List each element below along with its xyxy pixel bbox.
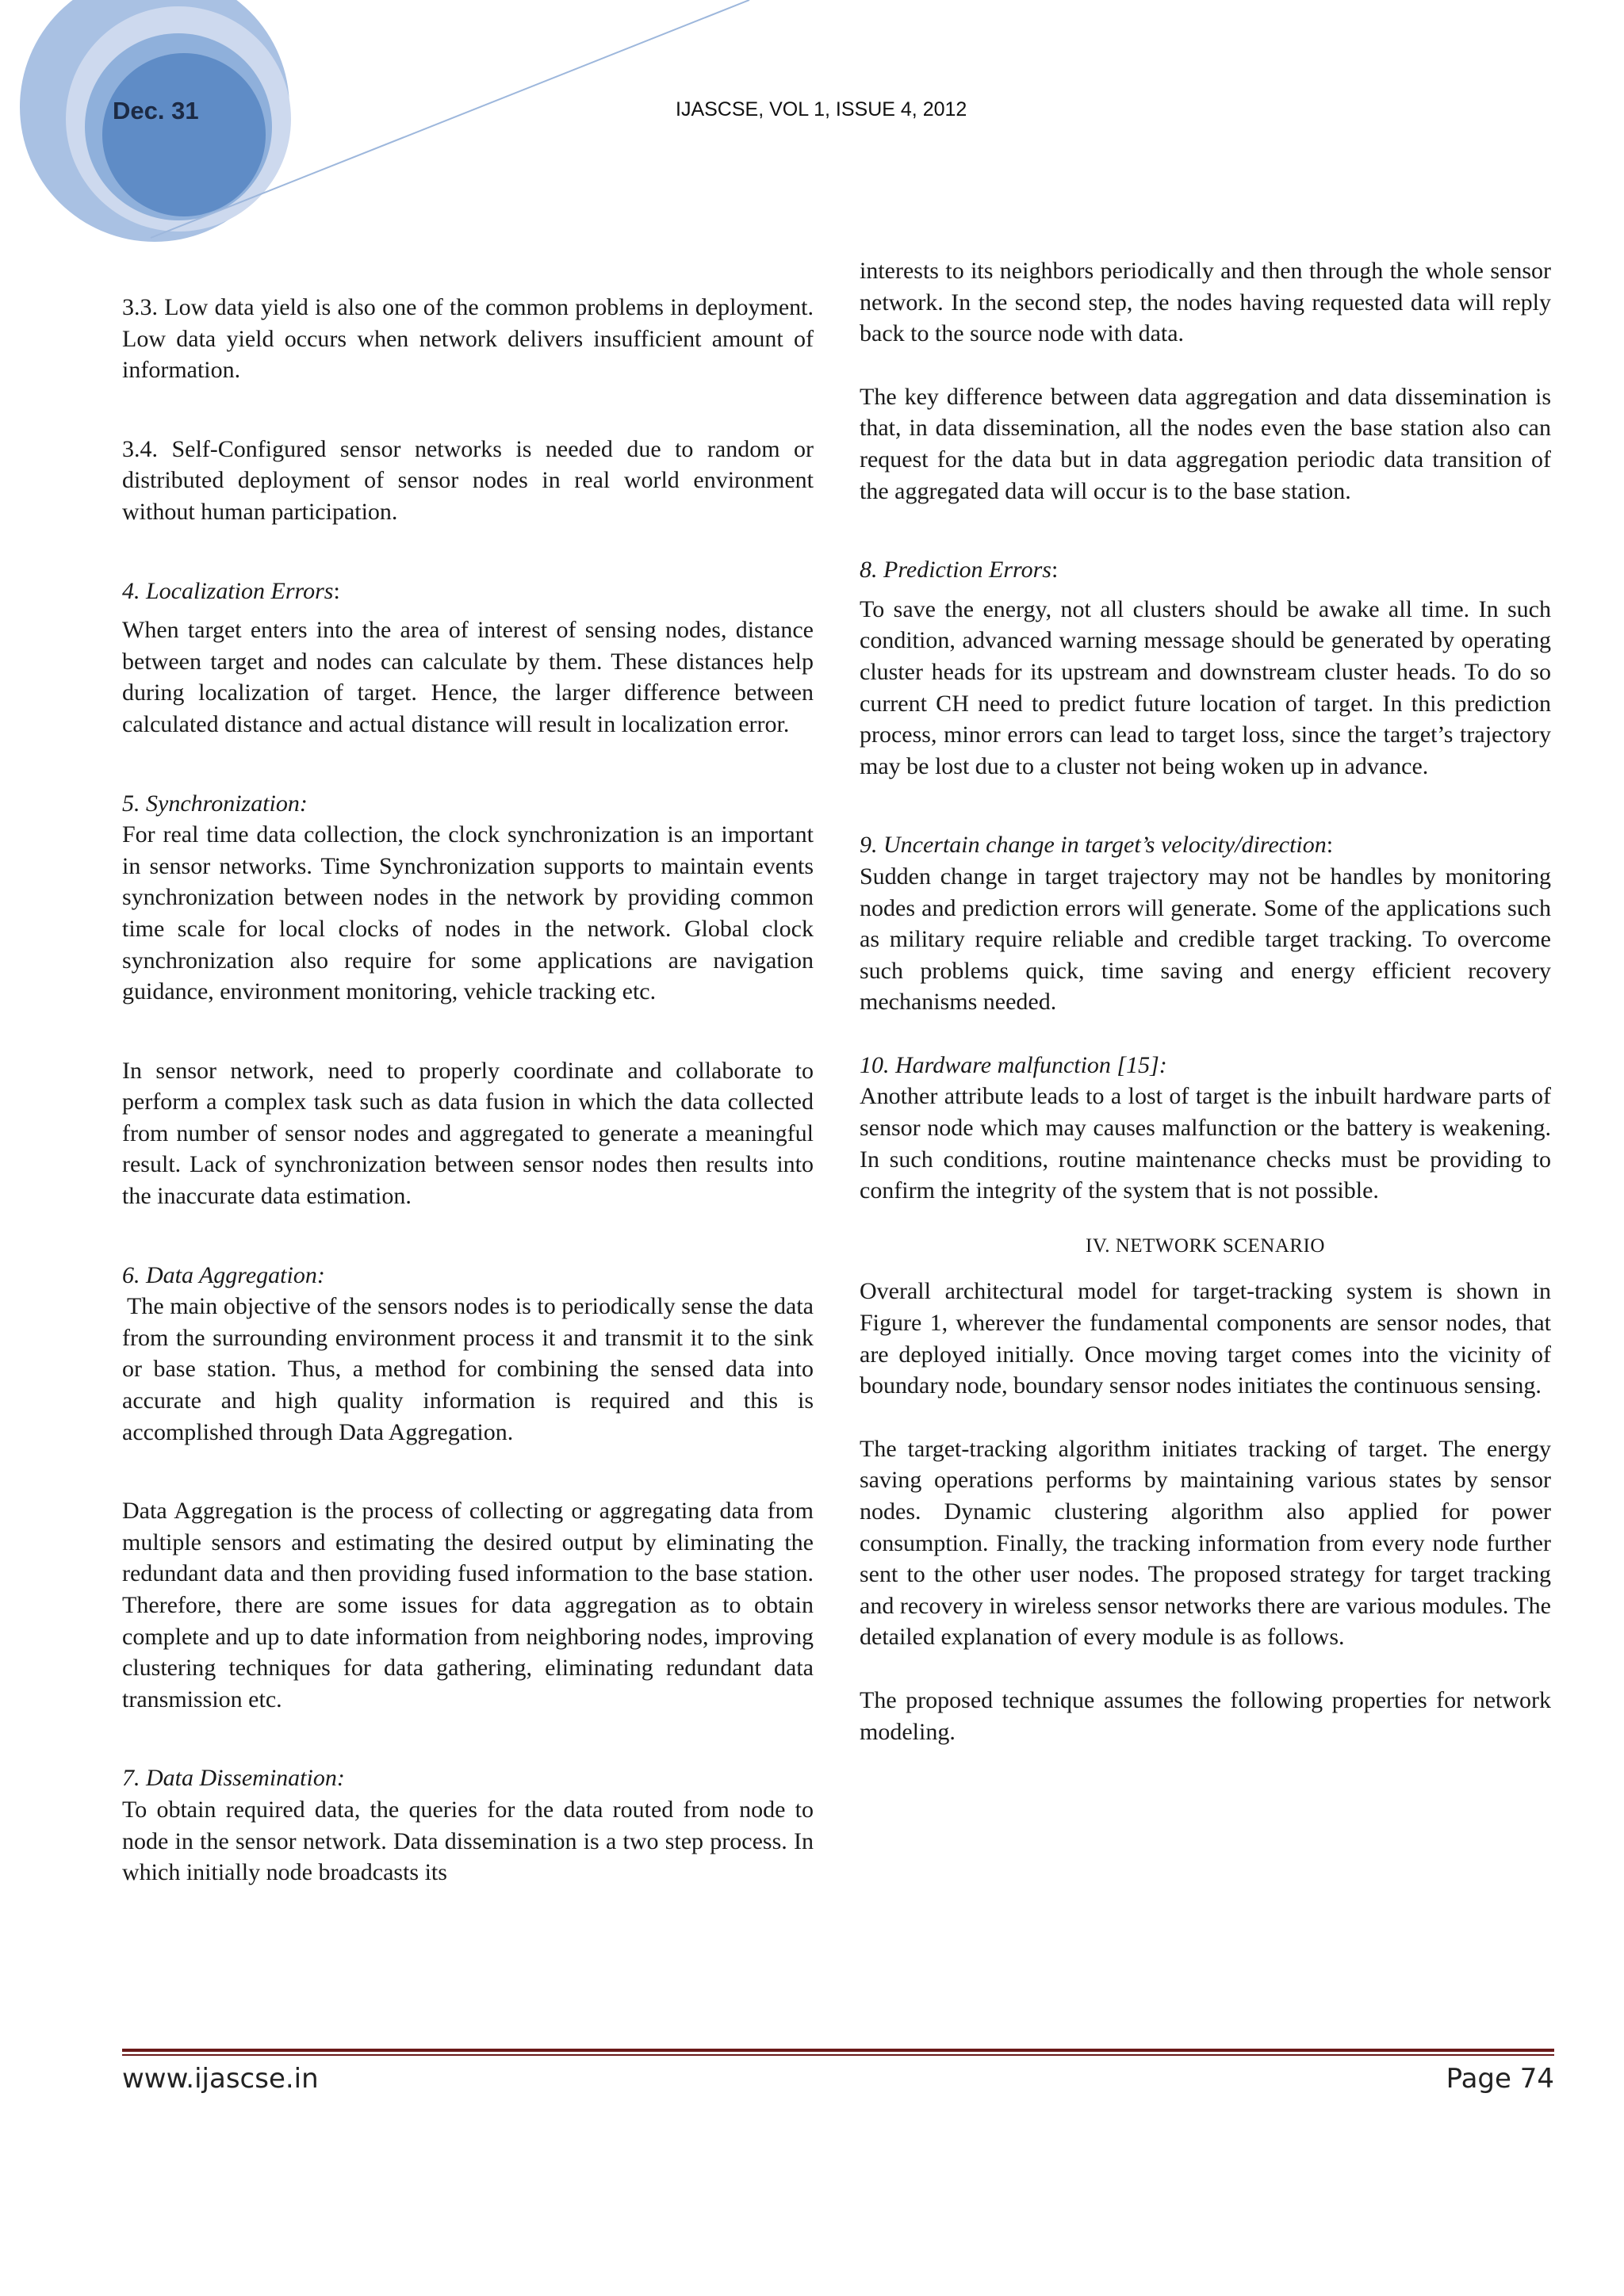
paragraph-network-c: The proposed technique assumes the following properties for network modeling.: [860, 1686, 1551, 1745]
journal-header: IJASCSE, VOL 1, ISSUE 4, 2012: [676, 98, 967, 121]
paragraph-dissemination: To obtain required data, the queries for the data routed from node to node in the sensor network. Data dissemination is a two step process. In which initially node broadcasts its: [122, 1796, 814, 1886]
heading-data-aggregation: 6. Data Aggregation:: [122, 1261, 325, 1288]
heading-localization-errors: [122, 576, 814, 607]
heading-suffix: :: [1051, 557, 1059, 584]
header-decoration: [0, 0, 761, 270]
paragraph-synchronization-b: In sensor network, need to properly coordinate and collaborate to perform a complex task such as data fusion in which the data collected from number of sensor nodes and aggregated to generate a meaningful result. Lack of synchronization between sensor nodes then results into the inaccurate data estimation.: [122, 1057, 814, 1210]
paragraph-dissemination-b: The key difference between data aggregation and data dissemination is that, in data dissemination, all the nodes even the base station also can request for the data but in data aggregation periodic data transition of the aggregated data will occur is to the base station.: [860, 383, 1551, 504]
paragraph-prediction: To save the energy, not all clusters should be awake all time. In such condition, advanced warning message should be generated by operating cluster heads for its upstream and downstream cluster heads. To do so current CH need to predict future location of target. In this prediction process, minor errors can lead to target loss, since the target’s trajectory may be lost due to a cluster not being woken up in advance.: [860, 595, 1551, 779]
heading-hardware-malfunction: 10. Hardware malfunction [15]:: [860, 1051, 1167, 1078]
heading-uncertain-change: [860, 829, 1551, 861]
heading-synchronization: 5. Synchronization:: [122, 790, 308, 817]
footer-rule-thick: [122, 2049, 1554, 2052]
heading-suffix: :: [1326, 832, 1334, 859]
heading-text: 8. Prediction Errors: [860, 557, 1051, 584]
footer-rule-thin: [122, 2054, 1554, 2056]
paragraph-network-a: Overall architectural model for target-tracking system is shown in Figure 1, wherever the fundamental components are sensor nodes, that are deployed initially. Once moving target comes into the vicinity of boundary node, boundary sensor nodes initiates the continuous sensing.: [860, 1278, 1551, 1399]
paragraph-network-b: The target-tracking algorithm initiates tracking of target. The energy saving operations performs by maintaining various states by sensor nodes. Dynamic clustering algorithm also applied for power consumption. Finally, the tracking information from every node further sent to the other user nodes. The proposed strategy for target tracking and recovery in wireless sensor networks there are various modules. The detailed explanation of every module is as follows.: [860, 1435, 1551, 1651]
paragraph-localization: When target enters into the area of interest of sensing nodes, distance between target and nodes can calculate by them. These distances help during localization of target. Hence, the larger difference between calculated distance and actual distance will result in localization error.: [122, 617, 814, 737]
issue-date: Dec. 31: [113, 97, 199, 124]
left-column: [122, 292, 814, 1888]
footer-url: www.ijascse.in: [122, 2063, 319, 2095]
deco-circle-core: [102, 53, 266, 216]
section-title-network-scenario: IV. NETWORK SCENARIO: [1086, 1234, 1325, 1257]
paragraph-dissemination-cont: interests to its neighbors periodically and then through the whole sensor network. In the second step, the nodes having requested data will reply back to the source node with data.: [860, 258, 1551, 347]
heading-text: 4. Localization Errors: [122, 577, 334, 604]
paragraph-aggregation-a: The main objective of the sensors nodes is to periodically sense the data from the surrounding environment process it and transmit it to the sink or base station. Thus, a method for combining the sensed data into accurate and high quality information is required and this is accomplished through Data Aggregation.: [122, 1293, 814, 1445]
paragraph-3-3: 3.3. Low data yield is also one of the common problems in deployment. Low data yield occurs when network delivers insufficient amount of information.: [122, 294, 814, 384]
page-number: Page 74: [1446, 2063, 1554, 2095]
heading-prediction-errors: [860, 554, 1551, 586]
paragraph-hardware: Another attribute leads to a lost of target is the inbuilt hardware parts of sensor node which may causes malfunction or the battery is weakening. In such conditions, routine maintenance checks must be providing to confirm the integrity of the system that is not possible.: [860, 1083, 1551, 1204]
heading-text: 9. Uncertain change in target’s velocity/direction: [860, 832, 1327, 859]
paragraph-uncertain-change: Sudden change in target trajectory may not be handles by monitoring nodes and prediction errors will generate. Some of the applications such as military require reliable and credible target tracking. To overcome such problems quick, time saving and energy efficient recovery mechanisms needed.: [860, 863, 1551, 1016]
paragraph-3-4: 3.4. Self-Configured sensor networks is needed due to random or distributed deployment of sensor nodes in real world environment without human participation.: [122, 435, 814, 525]
paragraph-aggregation-b: Data Aggregation is the process of collecting or aggregating data from multiple sensors and estimating the desired output by eliminating the redundant data and then providing fused information to the base station. Therefore, there are some issues for data aggregation as to obtain complete and up to date information from neighboring nodes, improving clustering techniques for data gathering, eliminating redundant data transmission etc.: [122, 1498, 814, 1712]
paragraph-synchronization-a: For real time data collection, the clock synchronization is an important in sensor networks. Time Synchronization supports to maintain events synchronization between nodes in the network by providing common time scale for local clocks of nodes in the network. Global clock synchronization also require for some applications are navigation guidance, environment monitoring, vehicle tracking etc.: [122, 821, 814, 1005]
heading-data-dissemination: 7. Data Dissemination:: [122, 1765, 345, 1792]
right-column: [860, 255, 1551, 1747]
heading-suffix: :: [333, 577, 340, 604]
